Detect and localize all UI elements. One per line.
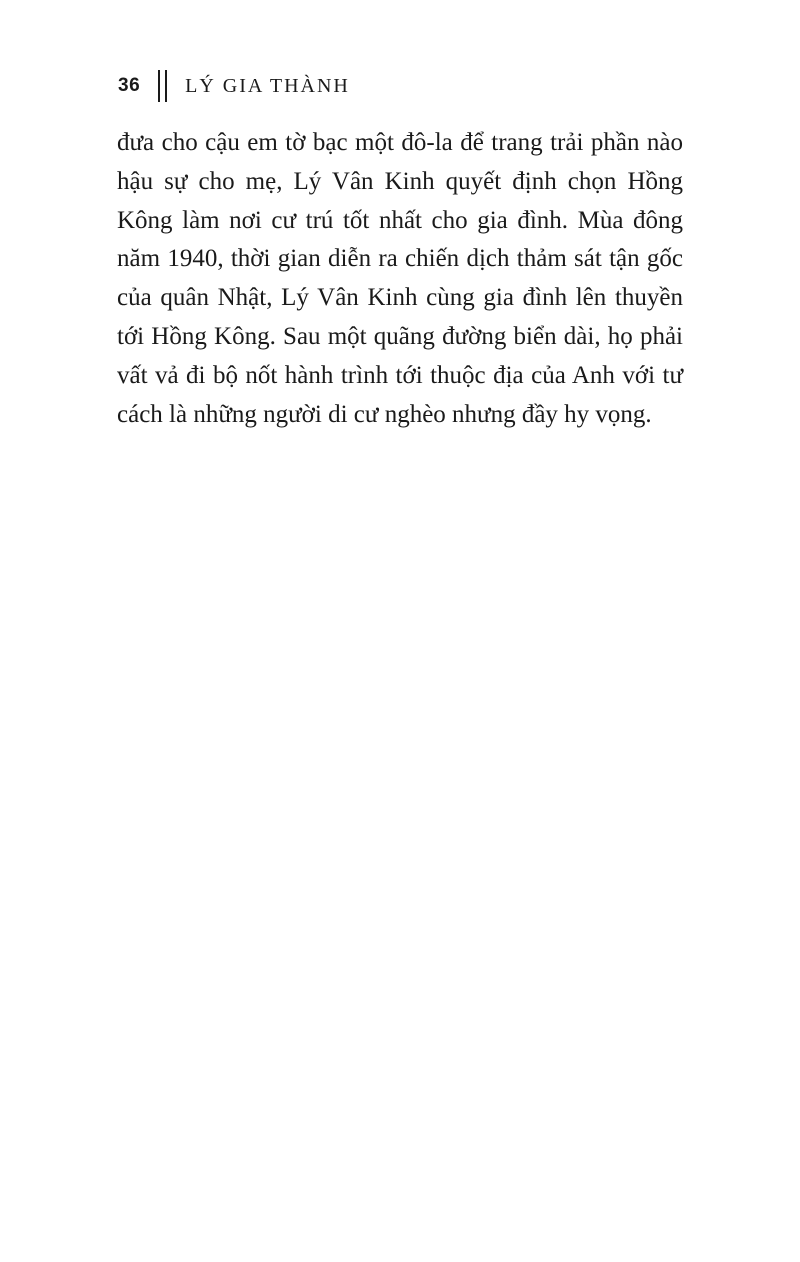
body-paragraph: đưa cho cậu em tờ bạc một đô-la để trang trải phần nào hậu sự cho mẹ, Lý Vân Kinh quyết định chọn Hồng Kông làm nơi cư trú tốt nhất cho gia đình. Mùa đông năm 1940, thời gian diễn ra chiến dịch thảm sát tận gốc của quân Nhật, Lý Vân Kinh cùng gia đình lên thuyền tới Hồng Kông. Sau một quãng đường biển dài, họ phải vất vả đi bộ nốt hành trình tới thuộc địa của Anh với tư cách là những người di cư nghèo nhưng đầy hy vọng. bbox=[117, 129, 683, 428]
header-divider bbox=[158, 70, 167, 102]
page-number: 36 bbox=[118, 75, 141, 96]
running-title: LÝ GIA THÀNH bbox=[185, 74, 350, 97]
running-header bbox=[118, 70, 350, 102]
